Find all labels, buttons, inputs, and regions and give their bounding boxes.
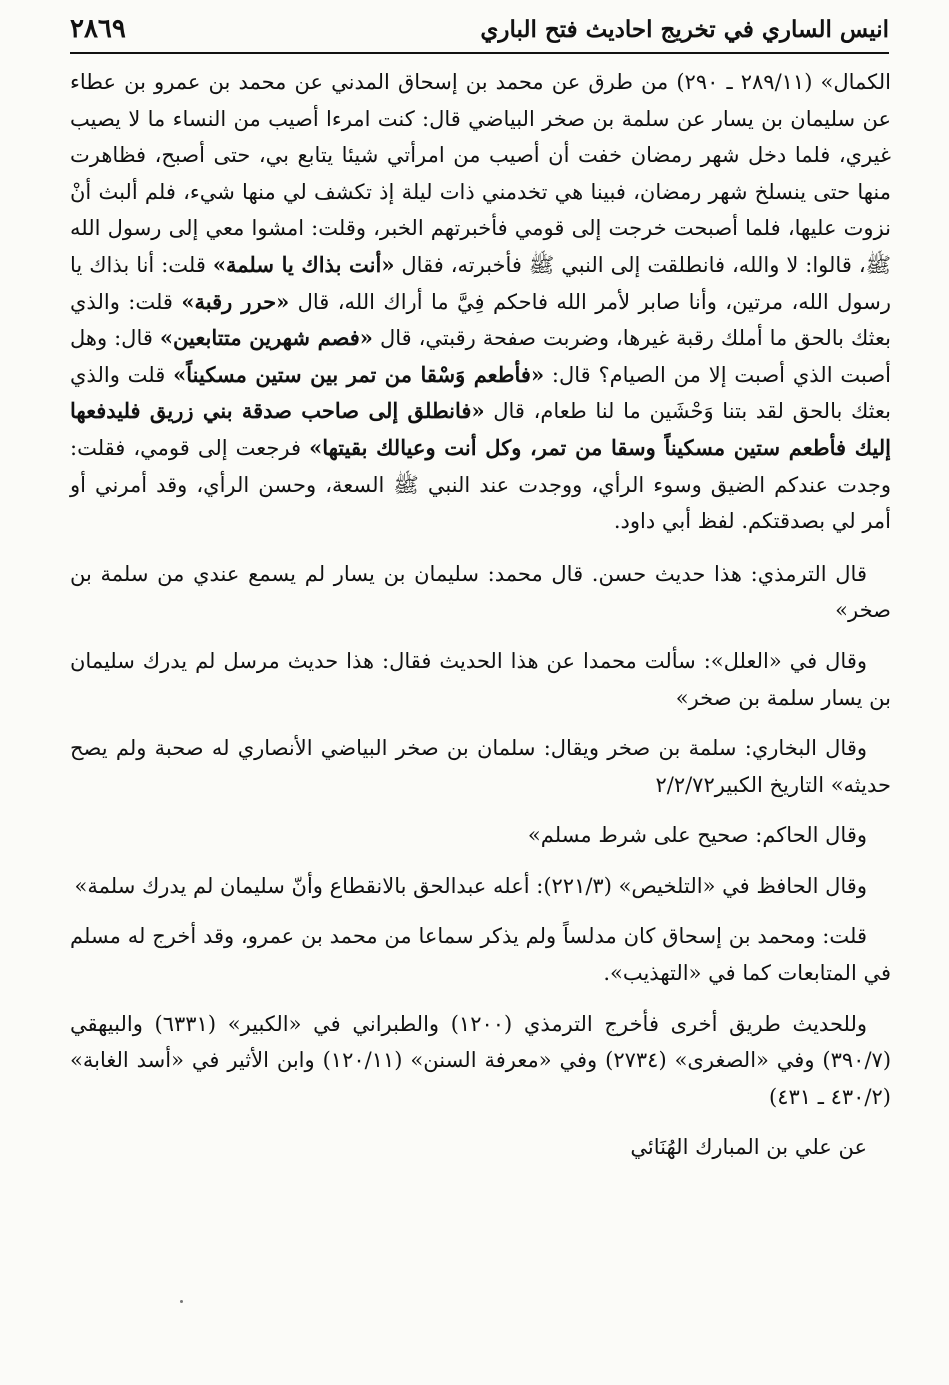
header-rule xyxy=(70,52,889,54)
chain-paragraph: عن علي بن المبارك الهُنَائي xyxy=(630,1135,867,1160)
prophet-quote: «فأطعم وَسْقا من تمر بين ستين مسكيناً» xyxy=(173,361,545,387)
scan-speck xyxy=(180,1300,183,1303)
body-text: قلت: أنا بذاك يا رسول الله، مرتين، وأنا صابر لأمر الله فاحكم فِيَّ ما أراك الله، قال xyxy=(70,252,891,314)
prophet-quote: «فانطلق إلى صاحب صدقة بني زريق فليدفعها إليك فأطعم ستين مسكيناً وسقا من تمر، وكل أنت وعيالك بقيتها» xyxy=(70,398,891,460)
running-title: انيس الساري في تخريج احاديث فتح الباري xyxy=(480,16,889,43)
page-number: ٢٨٦٩ xyxy=(70,14,126,44)
hadith-paragraph xyxy=(70,64,891,540)
body-text: قلت: والذي بعثك بالحق ما أملك رقبة غيرها، وضربت صفحة رقبتي، قال xyxy=(70,289,891,351)
body-text: قلت والذي بعثك بالحق لقد بتنا وَحْشَين ما لنا طعام، قال xyxy=(70,362,891,424)
tirmidhi-paragraph: قال الترمذي: هذا حديث حسن. قال محمد: سليمان بن يسار لم يسمع عندي من سلمة بن صخر» xyxy=(70,561,891,623)
hafiz-paragraph: وقال الحافظ في «التلخيص» (٢٢١/٣): أعله عبدالحق بالانقطاع وأنّ سليمان لم يدرك سلمة» xyxy=(74,873,867,898)
page-body xyxy=(70,64,891,1180)
body-text: قال: وهل أصبت الذي أصبت إلا من الصيام؟ قال: xyxy=(70,326,891,387)
author-note-paragraph: قلت: ومحمد بن إسحاق كان مدلساً ولم يذكر سماعا من محمد بن عمرو، وقد أخرج له مسلم في المتابعات كما في «التهذيب». xyxy=(70,924,891,986)
body-text: الكمال» (٢٨٩/١١ ـ ٢٩٠) من طرق عن محمد بن إسحاق المدني عن محمد بن عمرو بن عطاء عن سليمان بن يسار عن سلمة بن صخر البياضي قال: كنت امرءا أصيب من النساء ما لا يصيب غيري، فلما دخل شهر رمضان خفت أن أصيب من امرأتي شيئا يتابع بي، حتى أصبح، فظاهرت منها حتى ينسلخ شهر رمضان، فبينا هي تخدمني ذات ليلة إذ تكشف لي منها شيء، فلم ألبث أنْ نزوت عليها، فلما أصبحت خرجت إلى قومي فأخبرتهم الخبر، وقلت: امشوا معي إلى رسول الله ﷺ، قالوا: لا والله، فانطلقت إلى النبي ﷺ فأخبرته، فقال xyxy=(70,70,891,277)
ilal-paragraph: وقال في «العلل»: سألت محمدا عن هذا الحديث فقال: هذا حديث مرسل لم يدرك سليمان بن يسار سلمة بن صخر» xyxy=(70,648,891,710)
page-header xyxy=(70,14,889,50)
prophet-quote: «فصم شهرين متتابعين» xyxy=(159,325,373,351)
body-text: فرجعت إلى قومي، فقلت: وجدت عندكم الضيق وسوء الرأي، ووجدت عند النبي ﷺ السعة، وحسن الرأي، وقد أمرني أو أمر لي بصدقتكم. لفظ أبي داود. xyxy=(70,435,891,534)
prophet-quote: «حرر رقبة» xyxy=(181,288,290,314)
other-route-paragraph: وللحديث طريق أخرى فأخرج الترمذي (١٢٠٠) والطبراني في «الكبير» (٦٣٣١) والبيهقي (٣٩٠/٧) وفي «الصغرى» (٢٧٣٤) وفي «معرفة السنن» (١٢٠/١١) وابن الأثير في «أسد الغابة» (٤٣٠/٢ ـ ٤٣١) xyxy=(70,1011,892,1109)
prophet-quote: «أنت بذاك يا سلمة» xyxy=(212,251,395,277)
bukhari-paragraph: وقال البخاري: سلمة بن صخر ويقال: سلمان بن صخر البياضي الأنصاري له صحبة ولم يصح حديثه» التاريخ الكبير٢/٢/٧٢ xyxy=(70,736,891,797)
hakim-paragraph: وقال الحاكم: صحيح على شرط مسلم» xyxy=(527,823,867,848)
